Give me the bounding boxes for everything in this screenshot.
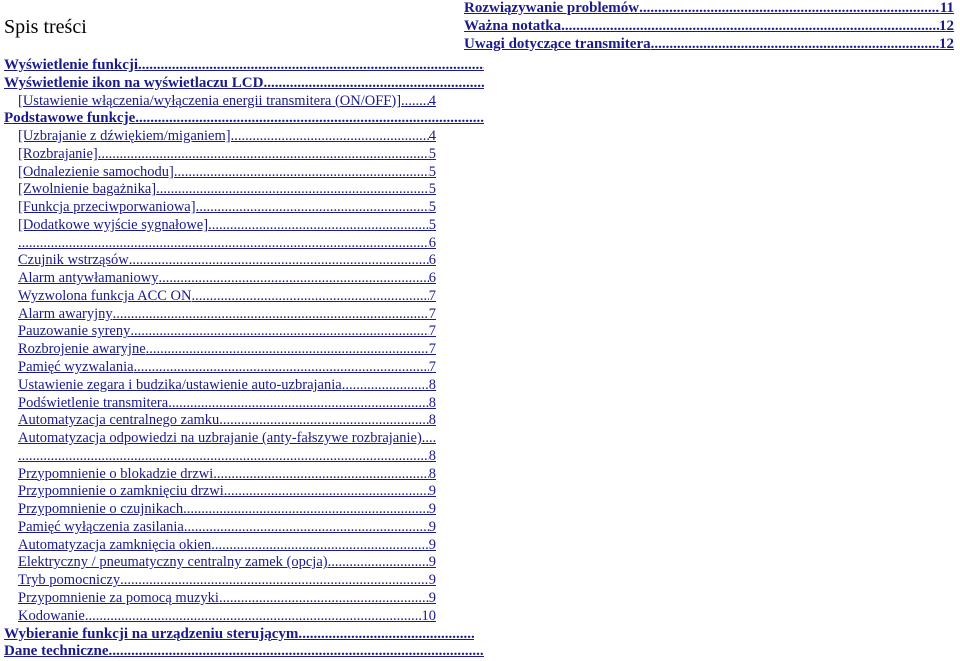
toc-entry-title: Przypomnienie za pomocą muzyki [18,589,219,606]
toc-dot-leader [130,323,428,341]
toc-dot-leader [651,36,939,54]
toc-entry[interactable] [4,75,484,93]
toc-dot-leader [639,0,940,18]
toc-dot-leader [139,110,484,128]
toc-entry[interactable] [4,412,436,430]
toc-entry[interactable] [4,448,436,466]
toc-entry-page: 8 [428,412,436,429]
toc-left-column [4,57,488,661]
toc-entry[interactable] [4,359,436,377]
toc-entry-page: 6 [428,234,436,251]
toc-entry-title: Rozbrojenie awaryjne [18,341,146,358]
toc-entry-title: Tryb pomocniczy [18,572,121,589]
toc-entry-title: Przypomnienie o czujnikach [18,501,184,518]
toc-entry-page: 10 [421,607,436,624]
toc-entry-page: 7 [428,305,436,322]
toc-entry-title: [Funkcja przeciwporwaniowa] [18,199,196,216]
toc-dot-leader [98,146,429,164]
toc-entry-title: [Dodatkowe wyjście sygnałowe] [18,216,209,233]
toc-entry[interactable] [464,18,954,36]
toc-entry-title: Automatyzacja zamknięcia okien [18,536,212,553]
toc-entry-title: Automatyzacja odpowiedzi na uzbrajanie (anty-fałszywe rozbrajanie) [18,430,422,447]
toc-dot-leader [85,608,422,626]
toc-entry[interactable] [4,93,436,111]
toc-dot-leader [112,643,484,661]
toc-entry-title: Ważna notatka [464,17,562,34]
toc-dot-leader [422,430,436,448]
toc-entry-page: 5 [428,181,436,198]
toc-entry[interactable] [4,128,436,146]
toc-entry-title: Podświetlenie transmitera [18,394,169,411]
toc-entry[interactable] [4,199,436,217]
toc-entry-page: 6 [428,252,436,269]
toc-dot-leader [156,181,429,199]
toc-entry-title: [Rozbrajanie] [18,145,98,162]
toc-entry-page: 7 [428,287,436,304]
toc-entry[interactable] [4,164,436,182]
toc-entry-page: 7 [428,323,436,340]
toc-entry-title: Wyświetlenie funkcji. [4,57,142,73]
toc-entry-page: 9 [428,554,436,571]
toc-dot-leader [231,128,429,146]
toc-entry[interactable] [4,643,484,661]
toc-dot-leader [213,466,428,484]
toc-entry[interactable] [4,430,436,448]
toc-title: Spis treści [4,16,87,38]
toc-entry-title: Podstawowe funkcje. [4,110,139,127]
toc-entry-page: 6 [428,270,436,287]
toc-dot-leader [192,288,429,306]
toc-entry-title: Wybieranie funkcji na urządzeniu sterującym. [4,625,303,642]
toc-entry-title: Wyzwolona funkcja ACC ON [18,287,192,304]
toc-entry-title: Uwagi dotyczące transmitera [464,35,651,52]
toc-dot-leader [134,359,429,377]
toc-entry-page: 5 [428,163,436,180]
toc-dot-leader [219,412,428,430]
toc-entry-page: 8 [428,447,436,464]
toc-entry-page: 9 [428,483,436,500]
toc-entry-page: 8 [428,465,436,482]
toc-entry-page: 12 [939,35,954,52]
toc-dot-leader [219,590,429,608]
toc-entry[interactable] [4,181,436,199]
toc-dot-leader [129,252,429,270]
toc-dot-leader [224,483,429,501]
toc-right-column [464,0,956,53]
toc-entry[interactable] [4,608,436,626]
toc-entry-page: 4 [428,128,436,145]
toc-dot-leader [211,537,429,555]
toc-entry-title: [Zwolnienie bagażnika] [18,181,157,198]
toc-entry[interactable] [4,270,436,288]
toc-entry-title: [Ustawienie włączenia/wyłączenia energii transmitera (ON/OFF)] [18,92,402,109]
toc-entry[interactable] [4,377,436,395]
toc-entry-title: Wyświetlenie ikon na wyświetlaczu LCD. [4,74,268,91]
toc-dot-leader [208,217,429,235]
toc-entry-page: 5 [428,145,436,162]
toc-entry[interactable] [464,0,954,18]
toc-dot-leader [183,501,429,519]
toc-entry[interactable] [4,323,436,341]
toc-entry[interactable] [4,341,436,359]
toc-dot-leader [561,18,939,36]
toc-entry-title: Pamięć wyzwalania [18,359,134,376]
toc-entry-title: [Uzbrajanie z dźwiękiem/miganiem] [18,128,231,145]
toc-entry-page: 12 [939,17,954,34]
toc-entry-title: Dane techniczne. [4,643,113,660]
toc-entry-page: 9 [428,589,436,606]
toc-entry-page: 5 [428,199,436,216]
toc-entry-page: 7 [428,341,436,358]
toc-entry-page: 9 [428,572,436,589]
toc-dot-leader [267,75,484,93]
toc-entry-title: Przypomnienie o zamknięciu drzwi [18,483,224,500]
toc-entry-page: 8 [428,394,436,411]
toc-entry-title: Automatyzacja centralnego zamku [18,412,220,429]
toc-dot-leader [142,57,484,75]
toc-entry-page: 4 [428,92,436,109]
toc-entry-title: Alarm antywłamaniowy [18,270,159,287]
toc-entry-title: Elektryczny / pneumatyczny centralny zamek (opcja) [18,554,328,571]
toc-dot-leader [113,306,429,324]
toc-entry-page: 9 [428,536,436,553]
toc-entry[interactable] [4,590,436,608]
toc-entry-title: Ustawienie zegara i budzika/ustawienie auto-uzbrajania [18,376,342,393]
toc-entry-title: Pamięć wyłączenia zasilania [18,518,184,535]
toc-dot-leader [18,235,429,253]
toc-entry[interactable] [4,217,436,235]
toc-entry[interactable] [4,288,436,306]
toc-entry[interactable] [4,395,436,413]
toc-dot-leader [159,270,429,288]
toc-dot-leader [174,164,429,182]
toc-entry[interactable] [4,306,436,324]
toc-entry-title: [Odnalezienie samochodu] [18,163,174,180]
toc-dot-leader [18,448,429,466]
toc-dot-leader [120,572,429,590]
toc-entry[interactable] [4,554,436,572]
toc-entry[interactable] [4,501,436,519]
toc-entry-title: Przypomnienie o blokadzie drzwi [18,465,214,482]
toc-entry-page: 9 [428,518,436,535]
toc-entry[interactable] [4,146,436,164]
toc-dot-leader [328,554,429,572]
toc-dot-leader [184,519,429,537]
toc-entry-page: 9 [428,501,436,518]
toc-entry[interactable] [4,572,436,590]
toc-entry-title: Pauzowanie syreny [18,323,131,340]
toc-entry[interactable] [4,57,484,75]
toc-entry[interactable] [4,252,436,270]
toc-entry[interactable] [4,519,436,537]
toc-entry-title: Czujnik wstrząsów [18,252,129,269]
toc-dot-leader [302,626,474,644]
toc-entry[interactable] [4,110,484,128]
toc-entry[interactable] [4,466,436,484]
toc-entry[interactable] [464,36,954,54]
toc-entry[interactable] [4,235,436,253]
toc-dot-leader [146,341,429,359]
toc-entry-page: 11 [939,0,954,16]
toc-entry-page: 5 [428,216,436,233]
toc-entry-page: 7 [428,359,436,376]
toc-entry-title: Kodowanie [18,607,85,624]
toc-dot-leader [342,377,429,395]
toc-dot-leader [168,395,429,413]
toc-entry[interactable] [4,626,474,644]
toc-entry-title: Alarm awaryjny [18,305,113,322]
toc-entry[interactable] [4,483,436,501]
toc-dot-leader [196,199,429,217]
toc-dot-leader [401,93,429,111]
toc-entry[interactable] [4,537,436,555]
toc-entry-page: 8 [428,376,436,393]
toc-entry-title: Rozwiązywanie problemów [464,0,640,16]
